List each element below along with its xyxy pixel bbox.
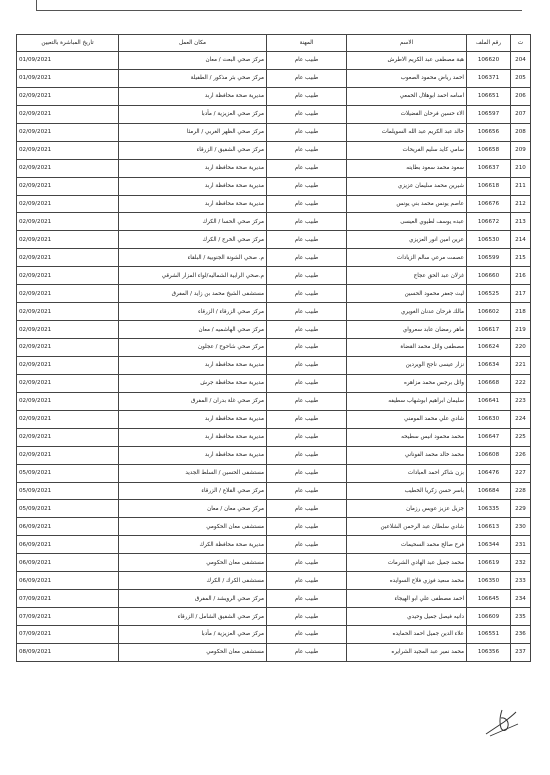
- row-file-number-cell: 106647: [467, 428, 511, 446]
- table-row: [17, 249, 531, 267]
- row-file-number-cell: 106630: [467, 410, 511, 428]
- row-workplace-cell: مستشفى معان الحكومي: [119, 518, 267, 536]
- row-start-date-cell: 02/09/2021: [17, 374, 119, 392]
- row-file-number-cell: 106344: [467, 536, 511, 554]
- table-row: [17, 643, 531, 661]
- row-start-date-cell: 02/09/2021: [17, 285, 119, 303]
- row-start-date-cell: 07/09/2021: [17, 608, 119, 626]
- row-name-cell: شادي سلطان عبد الرحمن الشلاعين: [347, 518, 467, 536]
- row-profession-cell: طبيب عام: [267, 195, 347, 213]
- table-row: [17, 572, 531, 590]
- row-seq-cell: 233: [511, 572, 531, 590]
- header-name: الاسم: [347, 35, 467, 52]
- row-name-cell: احمد مصطفى علي ابو الهيجاء: [347, 590, 467, 608]
- table-row: [17, 536, 531, 554]
- row-name-cell: مصطفى وائل محمد القضاة: [347, 339, 467, 357]
- row-start-date-cell: 02/09/2021: [17, 87, 119, 105]
- row-seq-cell: 229: [511, 500, 531, 518]
- row-profession-cell: طبيب عام: [267, 105, 347, 123]
- table-row: [17, 590, 531, 608]
- row-seq-cell: 225: [511, 428, 531, 446]
- row-file-number-cell: 106551: [467, 626, 511, 644]
- row-workplace-cell: مديرية صحة محافظة اربد: [119, 195, 267, 213]
- table-row: [17, 356, 531, 374]
- row-file-number-cell: 106350: [467, 572, 511, 590]
- row-profession-cell: طبيب عام: [267, 141, 347, 159]
- row-workplace-cell: مديرية صحة محافظة اربد: [119, 356, 267, 374]
- row-file-number-cell: 106608: [467, 446, 511, 464]
- row-seq-cell: 230: [511, 518, 531, 536]
- table-row: [17, 410, 531, 428]
- row-name-cell: عاصم يونس محمد بني يونس: [347, 195, 467, 213]
- row-name-cell: بزن شاكر احمد العبادات: [347, 464, 467, 482]
- row-file-number-cell: 106641: [467, 392, 511, 410]
- row-name-cell: ماهر رمضان عابد سعرواي: [347, 321, 467, 339]
- table-row: [17, 195, 531, 213]
- appointments-table: [16, 34, 531, 662]
- row-profession-cell: طبيب عام: [267, 536, 347, 554]
- table-row: [17, 339, 531, 357]
- row-seq-cell: 220: [511, 339, 531, 357]
- row-workplace-cell: مركز صحي الشفيق / الزرقاء: [119, 141, 267, 159]
- row-seq-cell: 231: [511, 536, 531, 554]
- row-seq-cell: 204: [511, 52, 531, 70]
- row-workplace-cell: مديرية صحة محافظة اربد: [119, 428, 267, 446]
- row-profession-cell: طبيب عام: [267, 446, 347, 464]
- row-workplace-cell: مستشفى معان الحكومي: [119, 554, 267, 572]
- row-file-number-cell: 106658: [467, 141, 511, 159]
- header-workplace: مكان العمل: [119, 35, 267, 52]
- row-profession-cell: طبيب عام: [267, 159, 347, 177]
- row-seq-cell: 235: [511, 608, 531, 626]
- row-start-date-cell: 06/09/2021: [17, 536, 119, 554]
- row-name-cell: علاء الدين جميل احمد الحمايده: [347, 626, 467, 644]
- table-row: [17, 123, 531, 141]
- row-file-number-cell: 106676: [467, 195, 511, 213]
- row-start-date-cell: 05/09/2021: [17, 464, 119, 482]
- row-workplace-cell: مركز صحي الحسا / الكرك: [119, 213, 267, 231]
- row-name-cell: محمد خالد محمد الفوناني: [347, 446, 467, 464]
- header-start-date: تاريخ المباشرة بالتعيين: [17, 35, 119, 52]
- row-seq-cell: 214: [511, 231, 531, 249]
- row-name-cell: محمد سعيد فوزي فلاح السوايده: [347, 572, 467, 590]
- row-start-date-cell: 02/09/2021: [17, 105, 119, 123]
- row-start-date-cell: 02/09/2021: [17, 356, 119, 374]
- row-seq-cell: 224: [511, 410, 531, 428]
- row-start-date-cell: 02/09/2021: [17, 428, 119, 446]
- row-name-cell: ليث جعفر محمود الحسين: [347, 285, 467, 303]
- row-seq-cell: 207: [511, 105, 531, 123]
- row-file-number-cell: 106624: [467, 339, 511, 357]
- table-row: [17, 374, 531, 392]
- row-name-cell: مالك فرحان عدنان الغويري: [347, 303, 467, 321]
- row-file-number-cell: 106656: [467, 123, 511, 141]
- table-row: [17, 518, 531, 536]
- row-workplace-cell: مستشفى الشيخ محمد بن زايد / المفرق: [119, 285, 267, 303]
- row-file-number-cell: 106597: [467, 105, 511, 123]
- row-file-number-cell: 106476: [467, 464, 511, 482]
- row-profession-cell: طبيب عام: [267, 554, 347, 572]
- table-row: [17, 428, 531, 446]
- row-name-cell: فرح صالح محمد السحيمات: [347, 536, 467, 554]
- row-seq-cell: 232: [511, 554, 531, 572]
- row-file-number-cell: 106599: [467, 249, 511, 267]
- row-workplace-cell: مركز صحي البعث / معان: [119, 52, 267, 70]
- row-seq-cell: 221: [511, 356, 531, 374]
- row-profession-cell: طبيب عام: [267, 267, 347, 285]
- table-row: [17, 554, 531, 572]
- row-seq-cell: 208: [511, 123, 531, 141]
- row-workplace-cell: مركز صحي العزيزية / مأدبا: [119, 105, 267, 123]
- row-name-cell: سامي كايد سليم الفريحات: [347, 141, 467, 159]
- row-seq-cell: 216: [511, 267, 531, 285]
- row-name-cell: شادي علي محمد المومني: [347, 410, 467, 428]
- row-profession-cell: طبيب عام: [267, 464, 347, 482]
- row-start-date-cell: 02/09/2021: [17, 392, 119, 410]
- row-file-number-cell: 106637: [467, 159, 511, 177]
- row-start-date-cell: 02/09/2021: [17, 267, 119, 285]
- header-file-number: رقم الملف: [467, 35, 511, 52]
- row-file-number-cell: 106620: [467, 52, 511, 70]
- row-seq-cell: 218: [511, 303, 531, 321]
- handwritten-signature: [482, 704, 522, 740]
- row-profession-cell: طبيب عام: [267, 285, 347, 303]
- row-workplace-cell: مديرية صحة محافظة جرش: [119, 374, 267, 392]
- row-workplace-cell: مستشفى الكرك / الكرك: [119, 572, 267, 590]
- header-seq: ت: [511, 35, 531, 52]
- row-seq-cell: 228: [511, 482, 531, 500]
- row-name-cell: محمد نمير عبد المجيد الشرايره: [347, 643, 467, 661]
- row-file-number-cell: 106613: [467, 518, 511, 536]
- row-workplace-cell: مديرية صحة محافظة اربد: [119, 177, 267, 195]
- row-profession-cell: طبيب عام: [267, 590, 347, 608]
- row-name-cell: غزلان عبد الحق عجاج: [347, 267, 467, 285]
- row-name-cell: محمد جميل عبد الهادي الشرمات: [347, 554, 467, 572]
- row-start-date-cell: 02/09/2021: [17, 177, 119, 195]
- row-profession-cell: طبيب عام: [267, 428, 347, 446]
- row-workplace-cell: مركز صحي شاحوح / عجلون: [119, 339, 267, 357]
- row-name-cell: باسر حسن زكريا الخطيب: [347, 482, 467, 500]
- row-start-date-cell: 06/09/2021: [17, 572, 119, 590]
- row-name-cell: اسامه احمد ابوهلال الخمعي: [347, 87, 467, 105]
- row-name-cell: سليمان ابراهيم ابوشهاب سطيفه: [347, 392, 467, 410]
- table-row: [17, 285, 531, 303]
- row-name-cell: جزيل عزيز عويس رزمان: [347, 500, 467, 518]
- table-row: [17, 213, 531, 231]
- row-name-cell: محمد محمود انيس سطيحه: [347, 428, 467, 446]
- row-start-date-cell: 02/09/2021: [17, 213, 119, 231]
- row-file-number-cell: 106651: [467, 87, 511, 105]
- row-start-date-cell: 02/09/2021: [17, 410, 119, 428]
- row-seq-cell: 215: [511, 249, 531, 267]
- table-row: [17, 159, 531, 177]
- row-profession-cell: طبيب عام: [267, 177, 347, 195]
- table-row: [17, 500, 531, 518]
- table-row: [17, 52, 531, 70]
- row-profession-cell: طبيب عام: [267, 87, 347, 105]
- row-name-cell: نزار عيسى ناجح الويردين: [347, 356, 467, 374]
- row-start-date-cell: 02/09/2021: [17, 231, 119, 249]
- row-workplace-cell: مركز صحي الهاشميه / معان: [119, 321, 267, 339]
- row-start-date-cell: 02/09/2021: [17, 303, 119, 321]
- row-start-date-cell: 07/09/2021: [17, 626, 119, 644]
- row-workplace-cell: مركز صحي غلة بدران / المفرق: [119, 392, 267, 410]
- row-seq-cell: 226: [511, 446, 531, 464]
- row-name-cell: شيرين محمد سليمان عزيزي: [347, 177, 467, 195]
- row-start-date-cell: 02/09/2021: [17, 321, 119, 339]
- row-profession-cell: طبيب عام: [267, 410, 347, 428]
- row-file-number-cell: 106619: [467, 554, 511, 572]
- row-start-date-cell: 02/09/2021: [17, 159, 119, 177]
- row-name-cell: احمد رياض محمود الصعوب: [347, 69, 467, 87]
- row-start-date-cell: 05/09/2021: [17, 482, 119, 500]
- row-workplace-cell: مديرية صحة محافظة اربد: [119, 410, 267, 428]
- row-file-number-cell: 106618: [467, 177, 511, 195]
- row-seq-cell: 234: [511, 590, 531, 608]
- page-top-rule: [36, 10, 522, 11]
- row-profession-cell: طبيب عام: [267, 643, 347, 661]
- row-seq-cell: 210: [511, 159, 531, 177]
- row-start-date-cell: 02/09/2021: [17, 123, 119, 141]
- row-name-cell: هبة مصطفى عبد الكريم الاطرش: [347, 52, 467, 70]
- table-row: [17, 446, 531, 464]
- row-workplace-cell: مديرية صحة محافظة اربد: [119, 446, 267, 464]
- row-workplace-cell: مستشفى معان الحكومي: [119, 643, 267, 661]
- table-row: [17, 608, 531, 626]
- row-start-date-cell: 05/09/2021: [17, 500, 119, 518]
- row-file-number-cell: 106335: [467, 500, 511, 518]
- row-file-number-cell: 106371: [467, 69, 511, 87]
- row-name-cell: وائل برجس محمد مزاهره: [347, 374, 467, 392]
- table-row: [17, 69, 531, 87]
- row-workplace-cell: مديرية صحة محافظة اربد: [119, 159, 267, 177]
- row-profession-cell: طبيب عام: [267, 482, 347, 500]
- row-start-date-cell: 06/09/2021: [17, 518, 119, 536]
- row-name-cell: الاء حسين فرحان الفضيلات: [347, 105, 467, 123]
- row-seq-cell: 212: [511, 195, 531, 213]
- row-seq-cell: 217: [511, 285, 531, 303]
- row-workplace-cell: مركز صحي بئر مذكور / الطفيلة: [119, 69, 267, 87]
- row-profession-cell: طبيب عام: [267, 123, 347, 141]
- row-start-date-cell: 08/09/2021: [17, 643, 119, 661]
- row-file-number-cell: 106634: [467, 356, 511, 374]
- row-profession-cell: طبيب عام: [267, 339, 347, 357]
- row-profession-cell: طبيب عام: [267, 374, 347, 392]
- row-file-number-cell: 106668: [467, 374, 511, 392]
- row-workplace-cell: مديرية صحة محافظة اربد: [119, 87, 267, 105]
- row-name-cell: عبده يوسف لطيوي العيسى: [347, 213, 467, 231]
- page-edge-mark: [36, 0, 37, 10]
- row-workplace-cell: مركز صحي الشفيق الشامل / الزرقاء: [119, 608, 267, 626]
- row-file-number-cell: 106602: [467, 303, 511, 321]
- row-seq-cell: 227: [511, 464, 531, 482]
- row-workplace-cell: م. صحي الشونة الجنوبية / البلقاء: [119, 249, 267, 267]
- row-file-number-cell: 106356: [467, 643, 511, 661]
- table-row: [17, 231, 531, 249]
- row-seq-cell: 236: [511, 626, 531, 644]
- row-seq-cell: 209: [511, 141, 531, 159]
- row-file-number-cell: 106609: [467, 608, 511, 626]
- table-row: [17, 626, 531, 644]
- row-seq-cell: 219: [511, 321, 531, 339]
- row-profession-cell: طبيب عام: [267, 356, 347, 374]
- row-name-cell: خالد عبد الكريم عبد الله السويلمات: [347, 123, 467, 141]
- row-workplace-cell: مديرية صحة محافظة الكرك: [119, 536, 267, 554]
- table-row: [17, 392, 531, 410]
- row-start-date-cell: 07/09/2021: [17, 590, 119, 608]
- row-seq-cell: 222: [511, 374, 531, 392]
- row-file-number-cell: 106530: [467, 231, 511, 249]
- header-profession: المهنة: [267, 35, 347, 52]
- row-start-date-cell: 02/09/2021: [17, 446, 119, 464]
- row-seq-cell: 223: [511, 392, 531, 410]
- row-start-date-cell: 01/09/2021: [17, 52, 119, 70]
- row-profession-cell: طبيب عام: [267, 500, 347, 518]
- row-file-number-cell: 106660: [467, 267, 511, 285]
- row-seq-cell: 237: [511, 643, 531, 661]
- row-file-number-cell: 106672: [467, 213, 511, 231]
- row-profession-cell: طبيب عام: [267, 249, 347, 267]
- row-file-number-cell: 106617: [467, 321, 511, 339]
- row-profession-cell: طبيب عام: [267, 392, 347, 410]
- row-workplace-cell: مركز صحي الظهر الغربي / الرمثا: [119, 123, 267, 141]
- row-seq-cell: 205: [511, 69, 531, 87]
- row-file-number-cell: 106684: [467, 482, 511, 500]
- row-seq-cell: 206: [511, 87, 531, 105]
- table-row: [17, 87, 531, 105]
- row-name-cell: عصمت مرعي سالم الزيادات: [347, 249, 467, 267]
- table-row: [17, 267, 531, 285]
- row-workplace-cell: مستشفى الحسين / السلط الجديد: [119, 464, 267, 482]
- table-row: [17, 141, 531, 159]
- table-row: [17, 464, 531, 482]
- row-profession-cell: طبيب عام: [267, 52, 347, 70]
- table-row: [17, 482, 531, 500]
- row-workplace-cell: مركز صحي الخرج / الكرك: [119, 231, 267, 249]
- table-row: [17, 303, 531, 321]
- row-workplace-cell: مركز صحي الزرقاء / الزرقاء: [119, 303, 267, 321]
- table-row: [17, 105, 531, 123]
- table-header-row: [17, 35, 531, 52]
- row-profession-cell: طبيب عام: [267, 231, 347, 249]
- row-profession-cell: طبيب عام: [267, 321, 347, 339]
- row-profession-cell: طبيب عام: [267, 626, 347, 644]
- row-seq-cell: 213: [511, 213, 531, 231]
- row-workplace-cell: مركز صحي العزيزية / مأدبا: [119, 626, 267, 644]
- row-profession-cell: طبيب عام: [267, 518, 347, 536]
- row-start-date-cell: 01/09/2021: [17, 69, 119, 87]
- row-name-cell: سعود محمد سعود بطاينه: [347, 159, 467, 177]
- row-file-number-cell: 106525: [467, 285, 511, 303]
- row-workplace-cell: م.صحي الرابية الشماليه/لواء المزار الشرقي: [119, 267, 267, 285]
- row-start-date-cell: 02/09/2021: [17, 195, 119, 213]
- row-profession-cell: طبيب عام: [267, 303, 347, 321]
- row-profession-cell: طبيب عام: [267, 608, 347, 626]
- row-start-date-cell: 02/09/2021: [17, 141, 119, 159]
- table-body: [17, 52, 531, 662]
- row-profession-cell: طبيب عام: [267, 572, 347, 590]
- row-workplace-cell: مركز صحي معان / معان: [119, 500, 267, 518]
- row-name-cell: عرين امين انور العزيزي: [347, 231, 467, 249]
- row-name-cell: دانيه فيصل جميل وحيدي: [347, 608, 467, 626]
- row-start-date-cell: 02/09/2021: [17, 249, 119, 267]
- row-profession-cell: طبيب عام: [267, 213, 347, 231]
- row-profession-cell: طبيب عام: [267, 69, 347, 87]
- row-start-date-cell: 02/09/2021: [17, 339, 119, 357]
- row-start-date-cell: 06/09/2021: [17, 554, 119, 572]
- row-file-number-cell: 106645: [467, 590, 511, 608]
- table-row: [17, 321, 531, 339]
- table-row: [17, 177, 531, 195]
- row-seq-cell: 211: [511, 177, 531, 195]
- row-workplace-cell: مركز صحي القلاع / الزرقاء: [119, 482, 267, 500]
- row-workplace-cell: مركز صحي الرويشد / المفرق: [119, 590, 267, 608]
